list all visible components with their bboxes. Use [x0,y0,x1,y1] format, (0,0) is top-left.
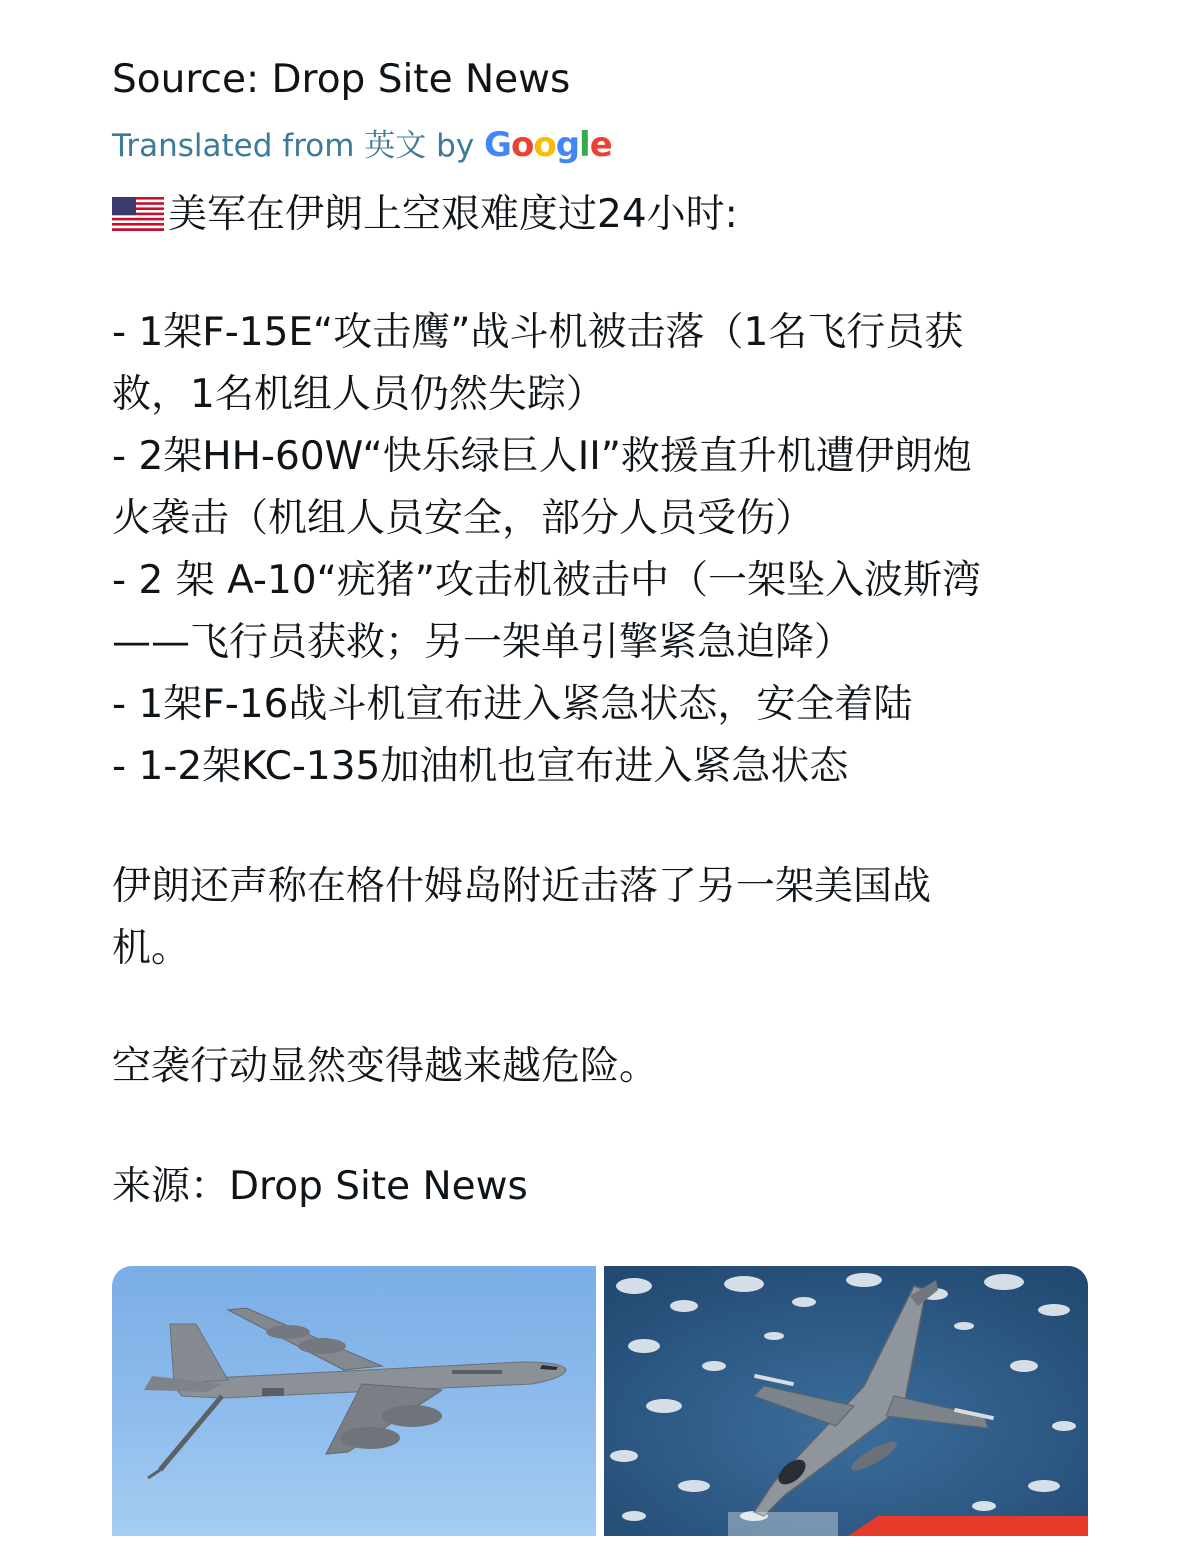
list-item: - 1-2架KC-135加油机也宣布进入紧急状态 [112,744,849,789]
fighter-jet-drawing [604,1266,1088,1536]
list-item: 救，1名机组人员仍然失踪） [112,372,605,417]
translated-prefix: Translated from [112,128,355,164]
translated-by: by [436,128,475,164]
watermark-overlay [728,1512,1088,1536]
list-item: - 2架HH-60W“快乐绿巨人II”救援直升机遭伊朗炮 [112,434,972,479]
kc-135-tanker-aircraft-image[interactable] [112,1266,596,1536]
list-item: - 1架F-15E“攻击鹰”战斗机被击落（1名飞行员获 [112,310,964,355]
list-item: - 2 架 A-10“疣猪”攻击机被击中（一架坠入波斯湾 [112,558,982,603]
headline [112,184,738,246]
tanker-aircraft-drawing [112,1266,596,1536]
source-line-english: Source: Drop Site News [112,57,571,102]
us-flag-icon [112,197,164,231]
media-gallery [112,1266,1088,1536]
source-line-chinese: 来源：Drop Site News [112,1164,528,1209]
paragraph-line: 机。 [112,926,191,971]
paragraph-line: 伊朗还声称在格什姆岛附近击落了另一架美国战 [112,864,932,909]
list-item: 火袭击（机组人员安全，部分人员受伤） [112,496,815,541]
list-item: ——飞行员获救；另一架单引擎紧急迫降） [112,620,854,665]
google-logo: Google [484,125,612,165]
headline-text: 美军在伊朗上空艰难度过24小时: [168,192,738,237]
translated-language: 英文 [364,128,427,164]
list-item: - 1架F-16战斗机宣布进入紧急状态，安全着陆 [112,682,913,727]
f-16-fighter-jet-image[interactable] [604,1266,1088,1536]
translation-notice[interactable] [112,124,612,167]
paragraph-danger: 空袭行动显然变得越来越危险。 [112,1044,659,1089]
